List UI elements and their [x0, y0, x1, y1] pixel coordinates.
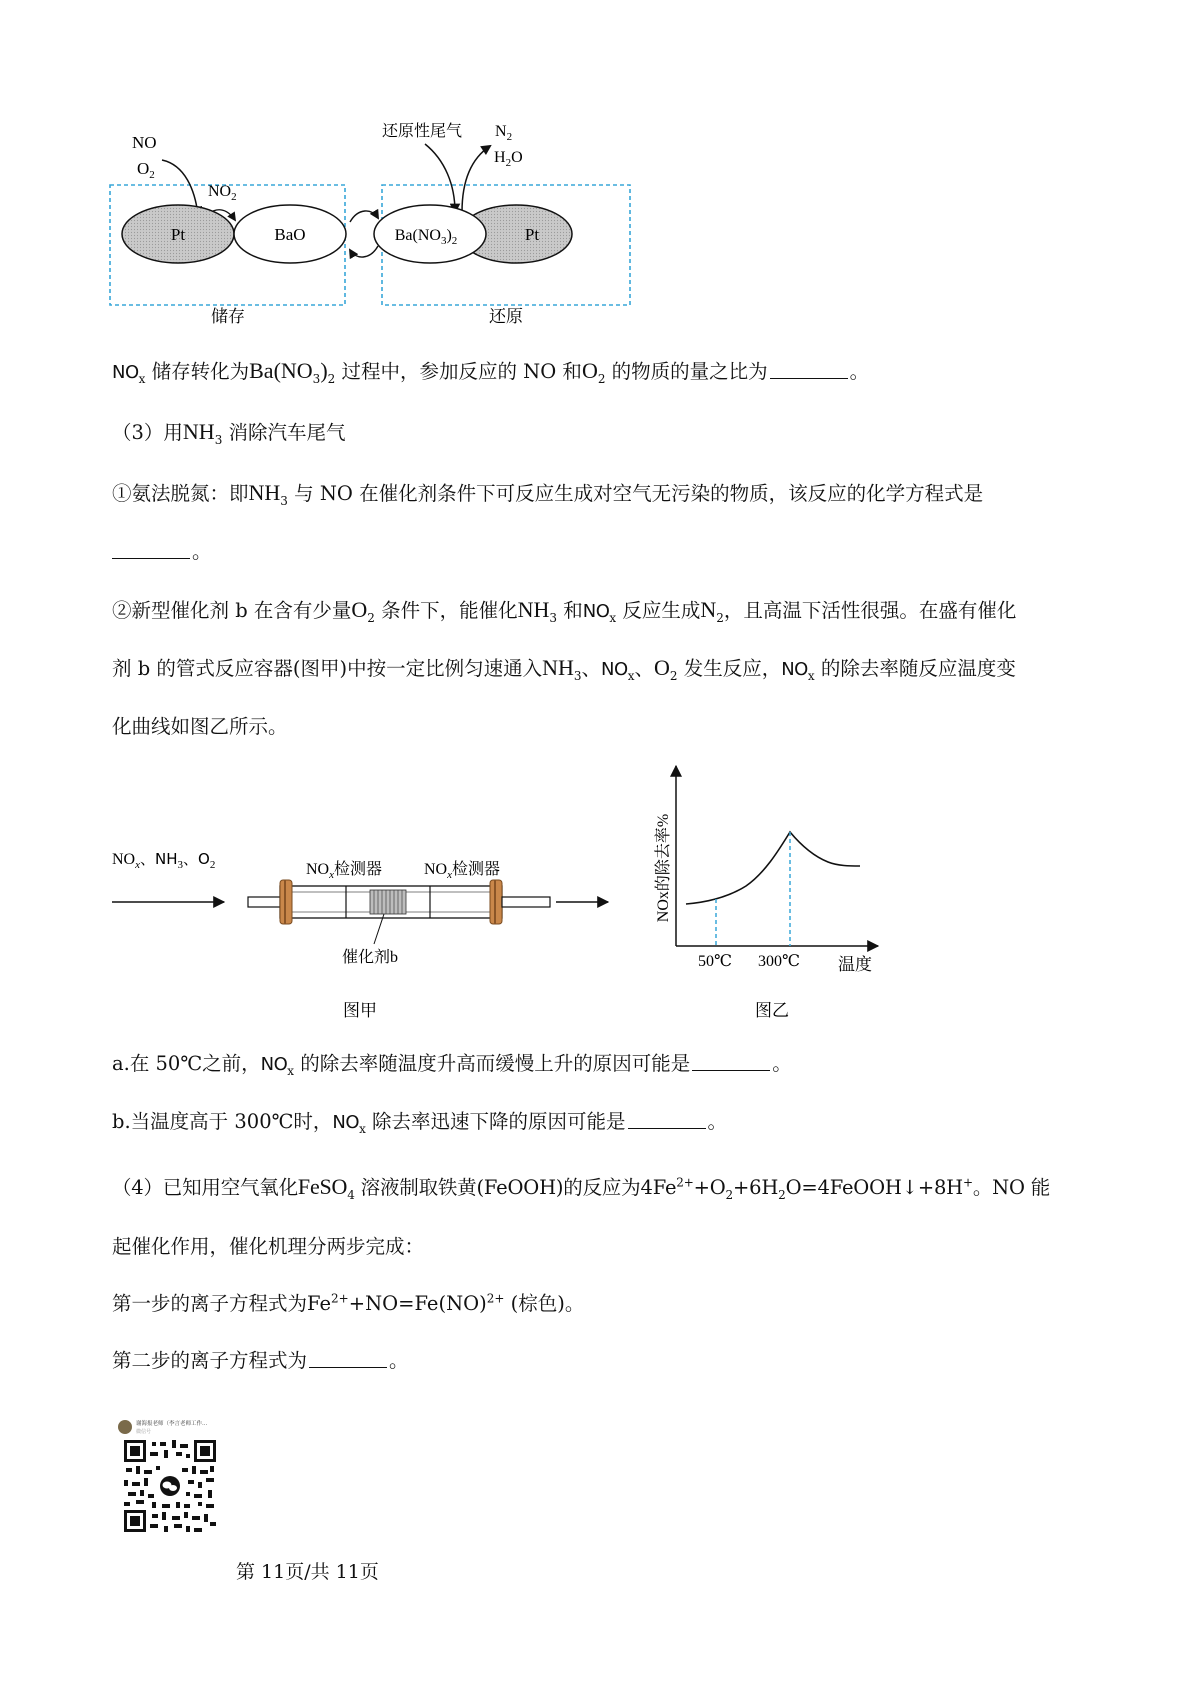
figure-b-caption: 图乙 [755, 1001, 789, 1020]
cycle-arrow-bottom [350, 246, 378, 257]
detector-2-label: $NO_x$检测器 [424, 859, 501, 881]
catalyst-bed [370, 890, 406, 914]
question-line-6: 剂 b 的管式反应容器(图甲)中按一定比例匀速通入$NH_3$、$NO_x$、$O_2$ 发生反应，$NO_x$ 的除去率随反应温度变 [112, 655, 1016, 683]
question-line-3: ①氨法脱氮：即$NH_3$ 与 NO 在催化剂条件下可反应生成对空气无污染的物质，该反应的化学方程式是 [112, 480, 984, 508]
question-line-b: b.当温度高于 300℃时，$NO_x$ 除去率迅速下降的原因可能是 。 [112, 1110, 728, 1136]
reduction-label: 还原 [489, 307, 523, 326]
answer-blank-4[interactable] [628, 1110, 706, 1129]
page-number: 第 11页/共 11页 [236, 1561, 379, 1583]
o2-label: $O_2$ [137, 159, 155, 181]
x-tick-50c: 50℃ [698, 953, 732, 970]
tube-reactor-diagram [108, 820, 618, 1030]
question-line-2: （3）用$NH_3$ 消除汽车尾气 [112, 419, 346, 447]
bao-label: BaO [274, 225, 306, 244]
pt2-label: Pt [524, 225, 540, 244]
n2-label: $N_2$ [495, 123, 513, 143]
question-line-7: 化曲线如图乙所示。 [112, 715, 288, 738]
avatar [118, 1420, 132, 1434]
qr-code-icon[interactable] [122, 1438, 218, 1534]
question-line-4-2: 起催化作用，催化机理分两步完成： [112, 1235, 425, 1258]
x-axis-label: 温度 [838, 955, 872, 974]
answer-blank-1[interactable] [770, 360, 848, 379]
question-line-5: ②新型催化剂 b 在含有少量$O_2$ 条件下，能催化$NH_3$ 和$NO_x$ 反应生成$N_2$，且高温下活性很强。在盛有催化 [112, 597, 1017, 625]
step-2-line: 第二步的离子方程式为 。 [112, 1349, 409, 1372]
bano3-label: $Ba(NO_3)_2$ [394, 227, 458, 247]
no-label: NO [132, 133, 157, 152]
qr-block [118, 1420, 228, 1560]
outlet-pipe [502, 897, 550, 907]
reducing-arrow [425, 144, 455, 212]
h2o-label: $H_2O$ [494, 149, 523, 169]
pt-label: Pt [170, 225, 186, 244]
removal-rate-chart [638, 748, 900, 1024]
answer-blank-5[interactable] [309, 1349, 387, 1368]
catalyst-label: 催化剂b [342, 949, 399, 966]
no2-label: $NO_2$ [208, 183, 237, 203]
input-label: $NO_x$、$NH_3$、$O_2$ [112, 850, 216, 871]
question-line-4: 。 [112, 537, 1102, 567]
output-arrow [462, 146, 490, 212]
question-line-a: a.在 50℃之前，$NO_x$ 的除去率随温度升高而缓慢上升的原因可能是 。 [112, 1052, 792, 1078]
y-axis-label: NOx的除去率% [655, 813, 672, 923]
storage-reduction-diagram [100, 120, 640, 330]
storage-label: 储存 [211, 307, 245, 326]
question-line-4-1: （4）已知用空气氧化FeSO$_4$ 溶液制取铁黄(FeOOH)的反应为$4Fe^{2+}+O_2+6H_2O=4FeOOH↓+8H^+$。NO 能 [112, 1174, 1051, 1202]
reducing-gas-label: 还原性尾气 [382, 123, 463, 140]
answer-blank-3[interactable] [692, 1052, 770, 1071]
answer-blank-2[interactable] [112, 540, 190, 559]
removal-rate-curve [686, 832, 860, 904]
figure-a-caption: 图甲 [343, 1001, 377, 1020]
cycle-arrow-top [350, 211, 378, 222]
detector-1-label: $NO_x$检测器 [306, 859, 383, 881]
question-line-1: $NO_x$ 储存转化为$Ba(NO_3)_2$ 过程中，参加反应的 NO 和$O_2$ 的物质的量之比为 。 [112, 358, 870, 386]
qr-caption: 谢海报老师（李言老师工作... [136, 1421, 208, 1427]
x-tick-300c: 300℃ [758, 953, 800, 970]
step-1-line: 第一步的离子方程式为$Fe^{2+}+NO=Fe(NO)^{2+}$ (棕色)。 [112, 1291, 585, 1315]
qr-sub: 微信号 [136, 1429, 152, 1435]
